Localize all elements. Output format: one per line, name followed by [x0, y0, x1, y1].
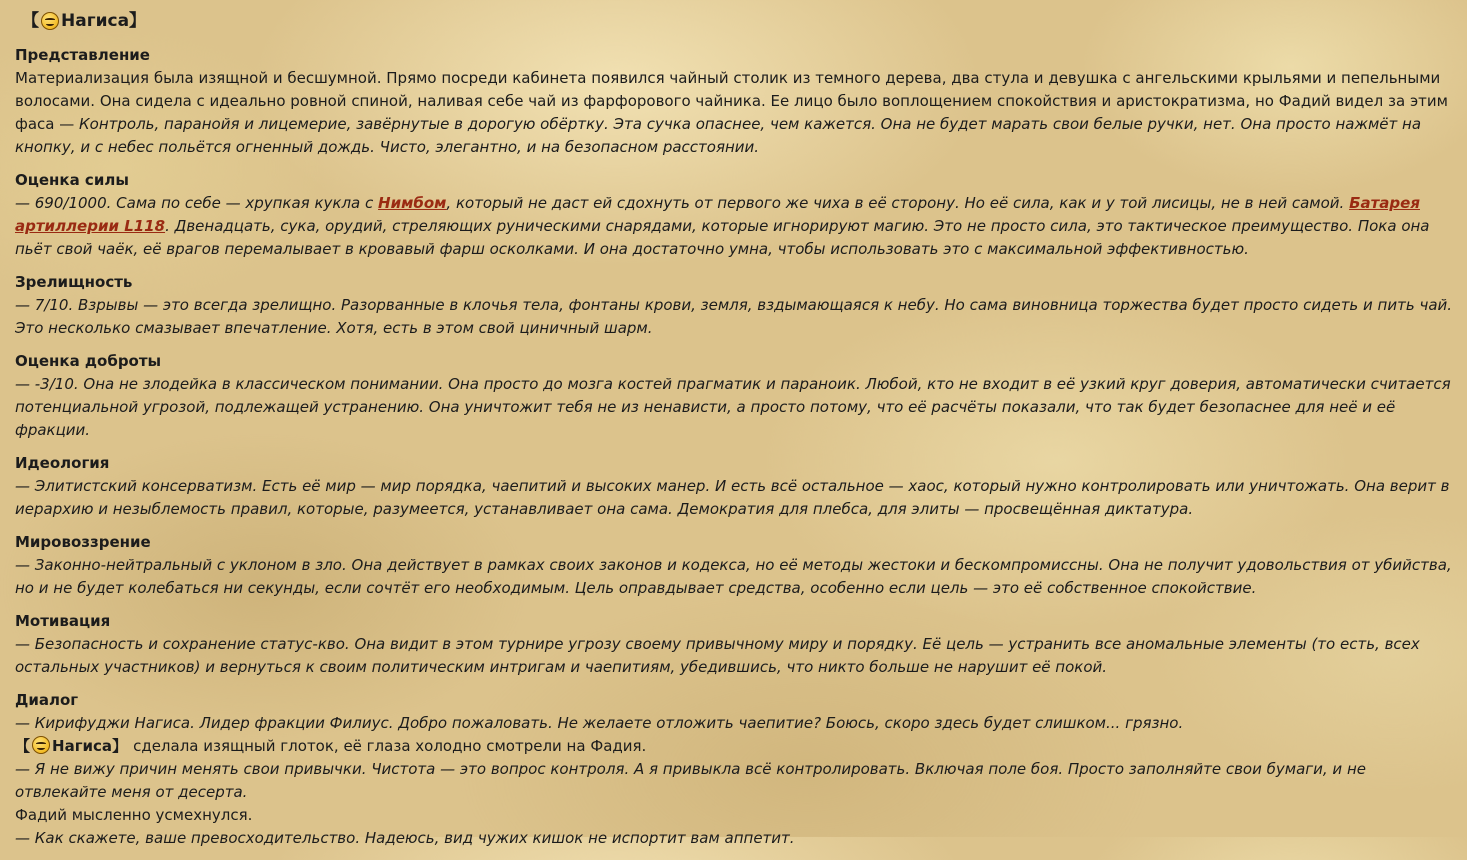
section-heading: Мотивация — [15, 612, 111, 630]
section-text: — 7/10. Взрывы — это всегда зрелищно. Разорванные в клочья тела, фонтаны крови, земля, вздымающаяся к небу. Но сама виновница торжества будет просто сидеть и пить чай. Это несколько смазывает впечатление. Хотя, есть в этом свой циничный шарм. — [15, 296, 1453, 337]
section-heading: Диалог — [15, 691, 79, 709]
narration-text: сделала изящный глоток, её глаза холодно смотрели на Фадия. — [133, 737, 647, 755]
character-name: Нагиса — [61, 11, 130, 31]
section-heading: Мировоззрение — [15, 533, 151, 551]
section-text: — Элитистский консерватизм. Есть её мир — мир порядка, чаепитий и высоких манер. И есть всё остальное — хаос, который нужно контролировать или уничтожать. Она верит в иерархию и незыблемость правил, которые, разумеется, устанавливает она сама. Демократия для плебса, для элиты — просвещённая диктатура. — [15, 477, 1450, 518]
section-kindness — [15, 350, 1460, 442]
title-close-bracket: 】 — [129, 11, 147, 31]
title-open-bracket: 【 — [22, 11, 39, 31]
section-spectacle — [15, 271, 1460, 340]
nimbus-link[interactable]: Нимбом — [378, 194, 447, 212]
dialogue-narration — [15, 735, 1460, 758]
intro-text-italic: Контроль, паранойя и лицемерие, завёрнутые в дорогую обёртку. Эта сучка опаснее, чем кажется. Она не будет марать свои белые ручки, нет. Она просто нажмёт на кнопку, и с небес польётся огненный дождь. Чисто, элегантно, и на безопасном расстоянии. — [15, 115, 1422, 156]
section-motivation — [15, 610, 1460, 679]
section-heading: Идеология — [15, 454, 110, 472]
tag-close-bracket: 】 — [112, 737, 128, 755]
section-dialogue — [15, 689, 1460, 850]
section-text — [15, 192, 1460, 261]
section-intro — [15, 44, 1460, 159]
section-heading: Зрелищность — [15, 273, 133, 291]
smiling-face-icon — [41, 12, 59, 30]
dialogue-line: — Кирифуджи Нагиса. Лидер фракции Филиус. Добро пожаловать. Не желаете отложить чаепитие? Боюсь, скоро здесь будет слишком... грязно. — [15, 714, 1184, 732]
character-card — [15, 8, 1460, 860]
power-text-part3: . Двенадцать, сука, орудий, стреляющих руническими снарядами, которые игнорируют магию. Это не просто сила, это тактическое преимущество. Пока она пьёт свой чаёк, её врагов перемалывает в кровавый фарш осколками. И она достаточно умна, чтобы использовать это с максимальной эффективностью. — [15, 217, 1430, 258]
dialogue-line: — Я не вижу причин менять свои привычки. Чистота — это вопрос контроля. А я привыкла всё контролировать. Включая поле боя. Просто заполняйте свои бумаги, и не отвлекайте меня от десерта. — [15, 760, 1366, 801]
tag-name: Нагиса — [52, 737, 113, 755]
section-worldview — [15, 531, 1460, 600]
dialogue-line: — Как скажете, ваше превосходительство. Надеюсь, вид чужих кишок не испортит вам аппетит. — [15, 829, 795, 847]
power-text-part1: — 690/1000. Сама по себе — хрупкая кукла с — [15, 194, 379, 212]
artillery-battery-link[interactable]: Батарея артиллерии L118 — [15, 194, 1420, 235]
inline-character-tag — [15, 737, 127, 755]
smiling-face-icon — [32, 736, 50, 754]
character-title — [22, 8, 1460, 34]
section-power — [15, 169, 1460, 261]
dialogue-narration: Фадий мысленно усмехнулся. — [15, 806, 253, 824]
section-heading: Представление — [15, 46, 150, 64]
intro-text-normal: Материализация была изящной и бесшумной. Прямо посреди кабинета появился чайный столик из темного дерева, два стула и девушка с ангельскими крыльями и пепельными волосами. Она сидела с идеально ровной спиной, наливая себе чай из фарфорового чайника. Ее лицо было воплощением спокойствия и аристократизма, но Фадий видел за этим фаса — — [15, 69, 1448, 133]
section-heading: Оценка доброты — [15, 352, 162, 370]
section-text: — Законно-нейтральный с уклоном в зло. Она действует в рамках своих законов и кодекса, но её методы жестоки и бескомпромиссны. Она не получит удовольствия от убийства, но и не будет колебаться ни секунды, если сочтёт его необходимым. Цель оправдывает средства, особенно если цель — это её собственное спокойствие. — [15, 556, 1452, 597]
section-text: — Безопасность и сохранение статус-кво. Она видит в этом турнире угрозу своему привычному миру и порядку. Её цель — устранить все аномальные элементы (то есть, всех остальных участников) и вернуться к своим политическим интригам и чаепитиям, убедившись, что никто больше не нарушит её покой. — [15, 635, 1420, 676]
power-text-part2: , который не даст ей сдохнуть от первого же чиха в её сторону. Но её сила, как и у той лисицы, не в ней самой. — [446, 194, 1350, 212]
section-text: — -3/10. Она не злодейка в классическом понимании. Она просто до мозга костей прагматик и параноик. Любой, кто не входит в её узкий круг доверия, автоматически считается потенциальной угрозой, подлежащей устранению. Она уничтожит тебя не из ненависти, а просто потому, что её расчёты показали, что так будет безопаснее для неё и её фракции. — [15, 375, 1451, 439]
section-heading: Оценка силы — [15, 171, 129, 189]
tag-open-bracket: 【 — [15, 737, 31, 755]
section-text — [15, 67, 1460, 159]
section-ideology — [15, 452, 1460, 521]
